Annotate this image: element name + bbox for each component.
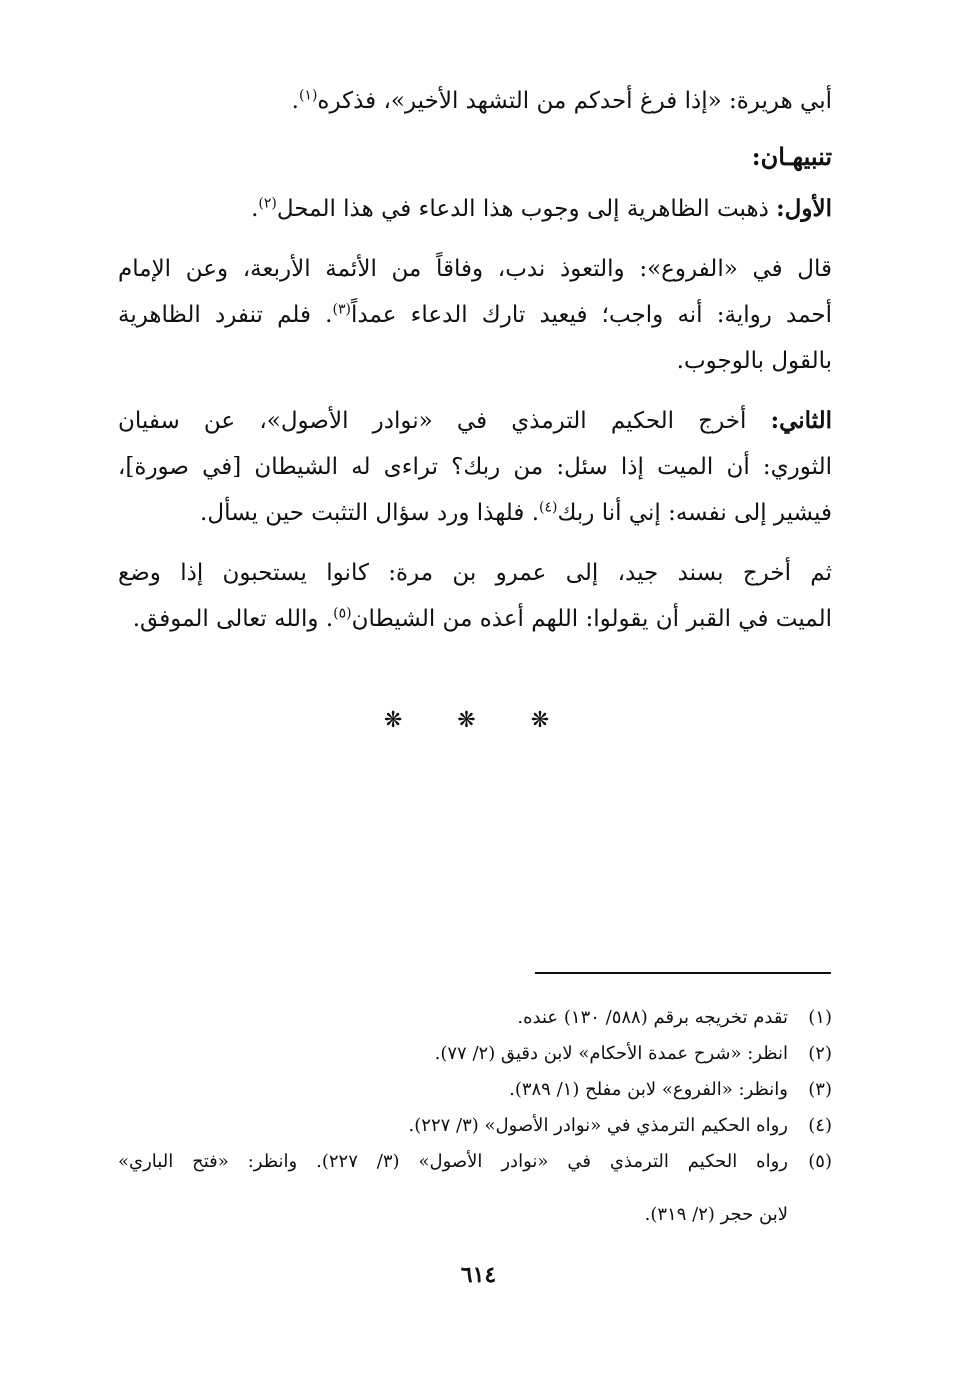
second-note xyxy=(118,398,832,536)
intro-line xyxy=(118,78,832,124)
third-line-2 xyxy=(118,596,832,642)
footnote-text: تقدم تخريجه برقم (٥٨٨/ ١٣٠) عنده. xyxy=(517,1007,788,1028)
quote-line-2a: أحمد رواية: أنه واجب؛ فيعيد تارك الدعاء عمداً xyxy=(350,302,832,328)
quote-line-3: بالقول بالوجوب. xyxy=(676,348,832,374)
second-line-3a: فيشير إلى نفسه: إني أنا ربك xyxy=(557,500,832,526)
footnote-ref-5: (٥) xyxy=(333,605,352,622)
quote-paragraph xyxy=(118,246,832,384)
second-line-1 xyxy=(118,398,832,444)
footnote-number: (٢) xyxy=(808,1043,832,1064)
intro-end: . xyxy=(291,88,299,114)
footnotes xyxy=(118,1000,832,1250)
footnote-ref-1: (١) xyxy=(298,87,318,104)
footnote-ref-2: (٢) xyxy=(258,195,277,212)
third-paragraph xyxy=(118,550,832,642)
footnote-number: (٣) xyxy=(808,1079,832,1100)
third-line-2a: الميت في القبر أن يقولوا: اللهم أعذه من الشيطان xyxy=(351,606,832,632)
footnote-text: رواه الحكيم الترمذي في «نوادر الأصول» (٣/ ٢٢٧). xyxy=(408,1115,788,1136)
quote-line-2b: . فلم تنفرد الظاهرية xyxy=(118,302,333,328)
intro-text: أبي هريرة: «إذا فرغ أحدكم من التشهد الأخير»، فذكره xyxy=(317,88,832,114)
third-line-1: ثم أخرج بسند جيد، إلى عمرو بن مرة: كانوا يستحبون إذا وضع xyxy=(118,560,832,586)
footnote-rule xyxy=(535,972,831,974)
first-note-text: ذهبت الظاهرية إلى وجوب هذا الدعاء في هذا المحل xyxy=(276,196,769,222)
quote-line-2 xyxy=(118,292,832,338)
second-line-2: الثوري: أن الميت إذا سئل: من ربك؟ تراءى له الشيطان [في صورة]، xyxy=(118,454,832,480)
footnote-5-continuation: لابن حجر (٢/ ٣١٩). xyxy=(644,1204,788,1225)
third-line-2b: . والله تعالى الموفق. xyxy=(132,606,334,632)
first-note xyxy=(118,186,832,232)
footnote-2 xyxy=(118,1036,832,1072)
footnote-number: (١) xyxy=(808,1007,832,1028)
footnote-text: وانظر: «الفروع» لابن مفلح (١/ ٣٨٩). xyxy=(509,1079,788,1100)
second-line-1-text: أخرج الحكيم الترمذي في «نوادر الأصول»، عن سفيان xyxy=(118,408,747,434)
footnote-number: (٤) xyxy=(808,1115,832,1136)
footnote-3 xyxy=(118,1072,832,1108)
footnote-5 xyxy=(118,1144,832,1180)
footnote-text: انظر: «شرح عمدة الأحكام» لابن دقيق (٢/ ٧٧). xyxy=(434,1043,788,1064)
section-heading: تنبيهـان: xyxy=(751,142,832,171)
second-line-3 xyxy=(118,490,832,536)
second-line-3b: . فلهذا ورد سؤال التثبت حين يسأل. xyxy=(200,500,540,526)
page-number: ٦١٤ xyxy=(460,1262,497,1288)
second-note-lead: الثاني: xyxy=(770,407,832,434)
footnote-ref-3: (٣) xyxy=(332,301,351,318)
footnote-number: (٥) xyxy=(808,1151,832,1172)
section-separator: ❋ ❋ ❋ xyxy=(383,708,574,733)
footnote-ref-4: (٤) xyxy=(539,499,558,516)
footnote-4 xyxy=(118,1108,832,1144)
first-note-end: . xyxy=(251,196,259,222)
footnote-text: رواه الحكيم الترمذي في «نوادر الأصول» (٣/ ٢٢٧). وانظر: «فتح الباري» xyxy=(118,1151,788,1172)
main-text xyxy=(118,78,832,642)
first-note-lead: الأول: xyxy=(776,195,832,222)
footnote-1 xyxy=(118,1000,832,1036)
quote-line-1: قال في «الفروع»: والتعوذ ندب، وفاقاً من الأئمة الأربعة، وعن الإمام xyxy=(118,256,832,282)
